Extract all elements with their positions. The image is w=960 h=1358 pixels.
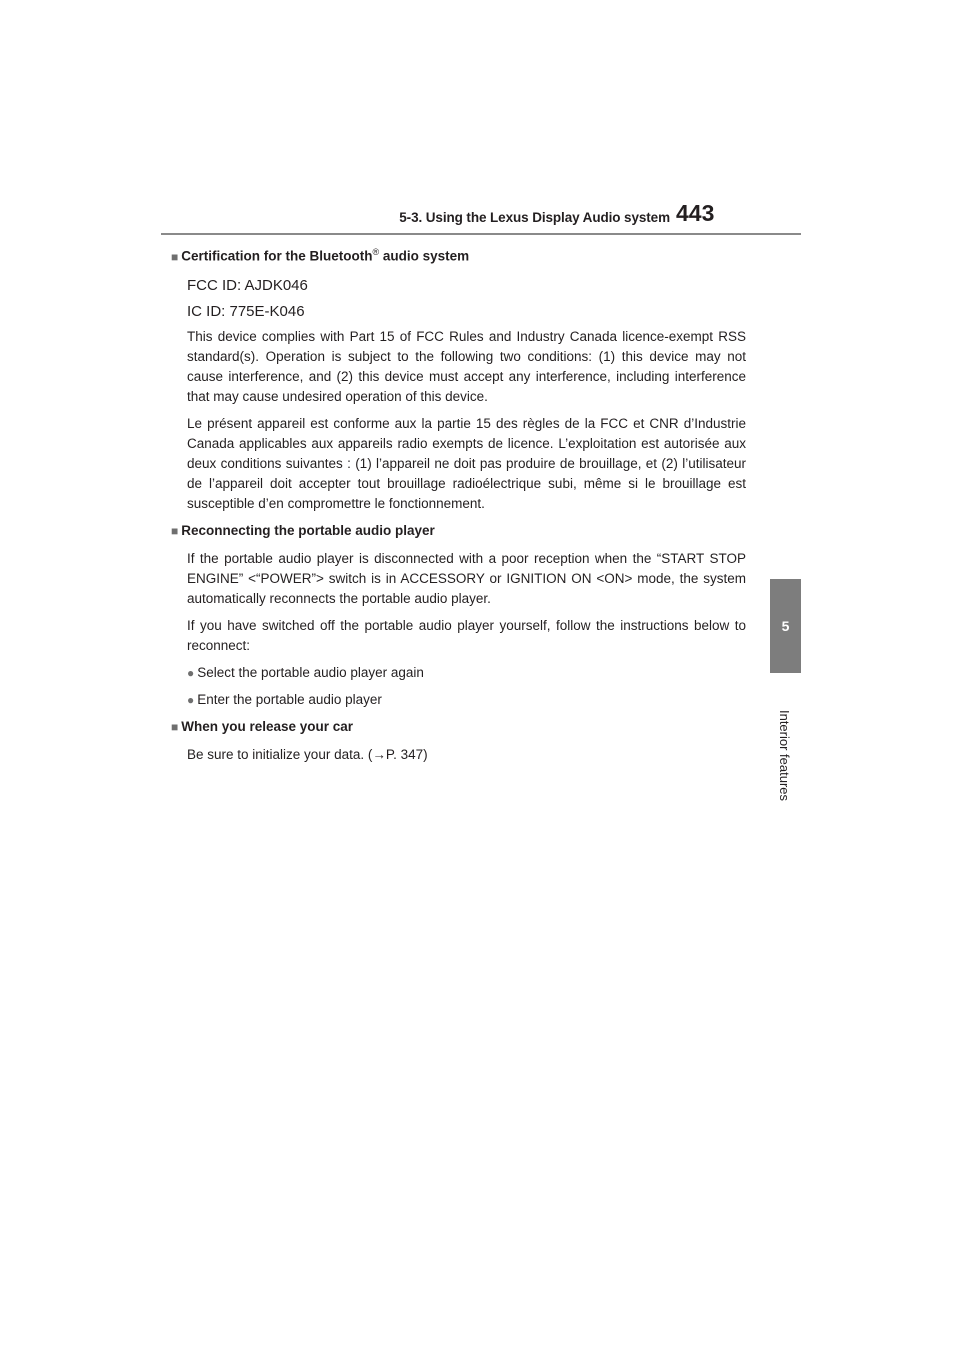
registered-mark: ®: [372, 247, 380, 257]
section-reconnecting: [171, 521, 746, 710]
running-header-title: 5-3. Using the Lexus Display Audio system: [399, 210, 670, 225]
heading-text: Certification for the Bluetooth: [181, 248, 373, 264]
square-bullet-icon: ■: [171, 249, 179, 264]
section-heading: [171, 521, 746, 541]
page-number: 443: [676, 200, 715, 226]
chapter-side-label: [767, 690, 803, 820]
section-heading: [171, 717, 746, 737]
list-item-text: Enter the portable audio player: [197, 691, 382, 707]
chapter-number: 5: [781, 618, 790, 634]
fcc-id: FCC ID: AJDK046: [187, 276, 308, 294]
section-bluetooth-certification: [171, 242, 746, 514]
heading-text: Reconnecting the portable audio player: [181, 522, 435, 538]
paragraph: If you have switched off the portable audio player yourself, follow the instructions below to reconnect:: [187, 617, 746, 653]
list-item: [187, 690, 746, 710]
ic-id: IC ID: 775E-K046: [187, 302, 305, 320]
paragraph-french: Le présent appareil est conforme aux la partie 15 des règles de la FCC et CNR d’Industrie Canada applicables aux appareils radio exempts de licence. L’exploitation est autorisée aux deux conditions suivantes : (1) l’appareil ne doit pas produire de brouillage, et (2) l’utilisateur de l’appareil doit accepter tout brouillage radioélectrique subi, même si le brouillage est susceptible d’en compromettre le fonctionnement.: [187, 415, 746, 511]
paragraph-english: This device complies with Part 15 of FCC Rules and Industry Canada licence-exempt RSS standard(s). Operation is subject to the following two conditions: (1) this device may not cause interference, and (2) this device must accept any interference, including interference that may cause undesired operation of this device.: [187, 328, 746, 404]
paragraph: Be sure to initialize your data. (→P. 347): [187, 746, 428, 762]
square-bullet-icon: ■: [171, 719, 179, 734]
chapter-tab: [770, 579, 801, 673]
header-rule: [161, 233, 801, 235]
round-bullet-icon: ●: [187, 692, 195, 707]
round-bullet-icon: ●: [187, 665, 195, 680]
page-content: [171, 242, 746, 772]
list-item: [187, 663, 746, 683]
section-release-car: [171, 717, 746, 765]
heading-text: When you release your car: [181, 718, 354, 734]
heading-text-tail: audio system: [379, 248, 470, 264]
paragraph: If the portable audio player is disconnected with a poor reception when the “START STOP ENGINE” <“POWER”> switch is in ACCESSORY or IGNITION ON <ON> mode, the system automatically reconnects the portable audio player.: [187, 550, 746, 606]
square-bullet-icon: ■: [171, 523, 179, 538]
list-item-text: Select the portable audio player again: [197, 664, 424, 680]
chapter-title: Interior features: [777, 709, 793, 801]
section-heading: [171, 242, 746, 267]
